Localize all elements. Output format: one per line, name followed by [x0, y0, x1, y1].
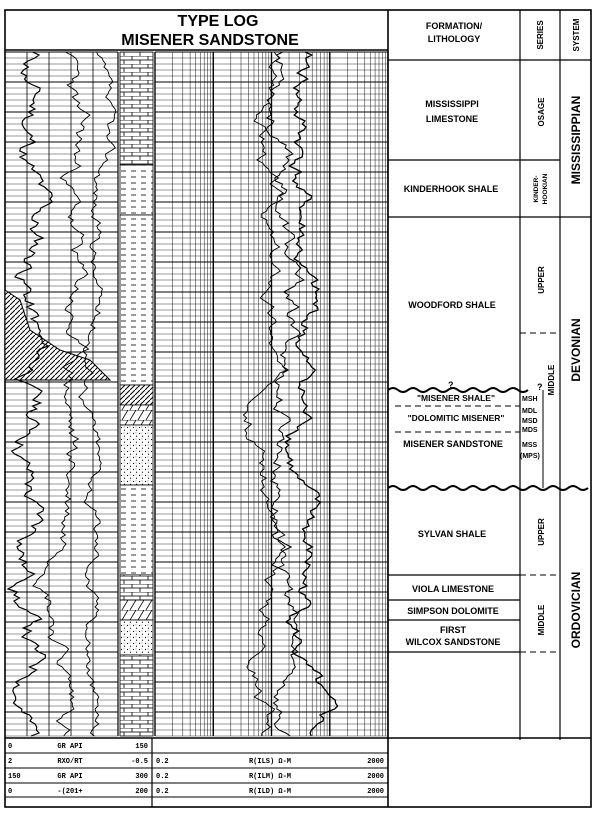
- scale-left-1-curve: GR API: [57, 743, 83, 751]
- lithology-simpson: [120, 600, 153, 620]
- scale-left-3-curve: GR API: [57, 773, 83, 781]
- lithology-viola: [120, 575, 153, 600]
- scale-left-3-max: 300: [135, 773, 148, 781]
- scale-right-2-min: 0.2: [156, 773, 169, 781]
- scale-right-1-max: 2000: [367, 758, 384, 766]
- title-line2: MISENER SANDSTONE: [121, 32, 299, 49]
- series-devonian-upper: UPPER: [537, 266, 546, 294]
- system-labels: [569, 96, 583, 649]
- formation-misener-shale: "MISENER SHALE": [417, 393, 495, 403]
- log-track: [5, 52, 388, 736]
- scale-left-4-curve: -(201+: [57, 788, 83, 796]
- system-header: SYSTEM: [572, 18, 581, 52]
- code-mdl: MDL: [522, 408, 538, 415]
- series-devonian-middle: MIDDLE: [547, 364, 556, 396]
- scale-left-1-max: 150: [135, 743, 148, 751]
- lithology-dolomitic: [120, 405, 153, 425]
- formation-dolomitic-misener: "DOLOMITIC MISENER": [407, 413, 505, 423]
- formation-labels: [403, 99, 504, 647]
- scale-right-1-min: 0.2: [156, 758, 169, 766]
- formation-simpson: SIMPSON DOLOMITE: [407, 606, 499, 616]
- scale-right-3-max: 2000: [367, 788, 384, 796]
- series-kinderhookian-line1: KINDER-: [533, 175, 540, 203]
- scale-left-4-max: 200: [135, 788, 148, 796]
- title-line1: TYPE LOG: [177, 13, 259, 30]
- scale-right-1-curve: R(ILS) Ω-M: [248, 758, 292, 766]
- code-msh: MSH: [522, 396, 538, 403]
- system-mississippian: MISSISSIPPIAN: [569, 95, 583, 185]
- series-ordovician-upper: UPPER: [537, 518, 546, 546]
- scale-left-2-curve: RXO/RT: [57, 758, 83, 766]
- series-header: SERIES: [536, 20, 545, 50]
- scale-right-2-max: 2000: [367, 773, 384, 781]
- depth-grid: [5, 52, 388, 736]
- lithology-sylvan-shale: [120, 485, 153, 575]
- formation-sylvan: SYLVAN SHALE: [417, 529, 487, 539]
- scale-left-1-min: 0: [8, 743, 13, 751]
- lithology-sandstone: [120, 425, 153, 485]
- lithology-woodford-shale: [120, 215, 153, 385]
- system-ordovician: ORDOVICIAN: [569, 571, 583, 649]
- formation-header-line1: FORMATION/: [425, 21, 483, 31]
- scale-left-2-max: -0.5: [131, 758, 148, 766]
- formation-woodford: WOODFORD SHALE: [408, 300, 496, 310]
- scale-legend: [5, 743, 388, 797]
- right-headers: [426, 18, 581, 51]
- formation-misener-sandstone: MISENER SANDSTONE: [403, 439, 503, 449]
- question-mark-1: ?: [448, 380, 454, 390]
- title-block: [5, 13, 388, 50]
- lithology-shale-upper: [120, 165, 153, 215]
- code-msd: MSD: [522, 418, 538, 425]
- code-mps: (MPS): [520, 453, 540, 460]
- series-kinderhookian-line2: HOOKIAN: [542, 173, 549, 205]
- lithology-lower: [120, 655, 153, 736]
- lithology-wilcox: [120, 620, 153, 655]
- formation-wilcox-line1: FIRST: [440, 625, 466, 635]
- scale-right-3-min: 0.2: [156, 788, 169, 796]
- question-mark-2: ?: [537, 382, 543, 392]
- scale-right-2-curve: R(ILM) Ω-M: [248, 773, 292, 781]
- series-ordovician-middle: MIDDLE: [537, 604, 546, 636]
- code-mds: MDS: [522, 427, 538, 434]
- lithology-limestone: [120, 52, 153, 165]
- scale-left-2-min: 2: [8, 758, 13, 766]
- scale-right-3-curve: R(ILD) Ω-M: [248, 788, 292, 796]
- scale-left-4-min: 0: [8, 788, 13, 796]
- formation-mississippi-line1: MISSISSIPPI: [425, 99, 479, 109]
- scale-left-3-min: 150: [8, 773, 21, 781]
- series-osage: OSAGE: [537, 97, 546, 127]
- gamma-shale-fill: [5, 290, 110, 380]
- code-mss: MSS: [522, 442, 538, 449]
- formation-viola: VIOLA LIMESTONE: [411, 584, 495, 594]
- formation-mississippi-line2: LIMESTONE: [425, 114, 479, 124]
- lithology-misener-shale: [120, 385, 153, 405]
- formation-wilcox-line2: WILCOX SANDSTONE: [405, 637, 501, 647]
- formation-kinderhook: KINDERHOOK SHALE: [403, 184, 499, 194]
- series-labels: [533, 97, 556, 635]
- system-devonian: DEVONIAN: [569, 318, 583, 382]
- formation-header-line2: LITHOLOGY: [427, 34, 481, 44]
